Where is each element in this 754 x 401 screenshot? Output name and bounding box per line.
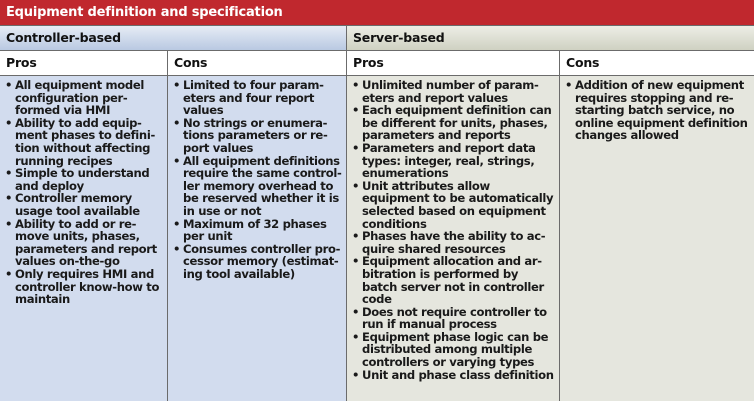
group-header-server: Server-based [347, 26, 754, 50]
list-item: • Maximum of 32 phases per unit [173, 218, 342, 243]
controller-pros-cell [0, 76, 167, 401]
list-item: • All equipment model configuration performed via HMI [5, 79, 163, 117]
column-header-controller-cons: Cons [168, 51, 346, 75]
column-header-server-cons: Cons [560, 51, 754, 75]
server-cons-list [565, 79, 750, 142]
list-item: • Each equipment definition can be different for units, phases, parameters and reports [352, 104, 555, 142]
divider [0, 50, 754, 51]
list-item: • Simple to understand and deploy [5, 167, 163, 192]
list-item: • Limited to four parameters and four report values [173, 79, 342, 117]
divider [0, 25, 754, 26]
list-item: • Equipment allocation and arbitration is performed by batch server not in controller code [352, 255, 555, 305]
list-item: • Unit attributes allow equipment to be automatically selected based on equipment conditions [352, 180, 555, 230]
list-item: • All equipment definitions require the same controller memory overhead to be reserved whether it is in use or not [173, 155, 342, 218]
list-item: • Phases have the ability to acquire shared resources [352, 230, 555, 255]
list-item: • Does not require controller to run if manual process [352, 306, 555, 331]
divider [167, 50, 168, 401]
list-item: • Ability to add or remove units, phases, parameters and report values on-the-go [5, 218, 163, 268]
list-item: • Addition of new equipment requires stopping and restarting batch service, no online equipment definition changes allowed [565, 79, 750, 142]
list-item: • Unlimited number of parameters and report values [352, 79, 555, 104]
list-item: • No strings or enumerations parameters or report values [173, 117, 342, 155]
divider [0, 75, 754, 76]
list-item: • Unit and phase class definition [352, 369, 555, 382]
list-item: • Only requires HMI and controller know-how to maintain [5, 268, 163, 306]
controller-pros-list [5, 79, 163, 306]
controller-cons-cell [168, 76, 346, 401]
list-item: • Controller memory usage tool available [5, 192, 163, 217]
controller-cons-list [173, 79, 342, 281]
list-item: • Equipment phase logic can be distributed among multiple controllers or varying types [352, 331, 555, 369]
server-pros-list [352, 79, 555, 381]
column-header-controller-pros: Pros [0, 51, 167, 75]
group-header-controller: Controller-based [0, 26, 346, 50]
list-item: • Ability to add equipment phases to definition without affecting running recipes [5, 117, 163, 167]
list-item: • Parameters and report data types: integer, real, strings, enumerations [352, 142, 555, 180]
list-item: • Consumes controller processor memory (estimating tool available) [173, 243, 342, 281]
server-pros-cell [347, 76, 559, 401]
divider [559, 50, 560, 401]
server-cons-cell [560, 76, 754, 401]
column-header-server-pros: Pros [347, 51, 559, 75]
table-title: Equipment definition and specification [0, 0, 754, 25]
divider [346, 25, 347, 401]
